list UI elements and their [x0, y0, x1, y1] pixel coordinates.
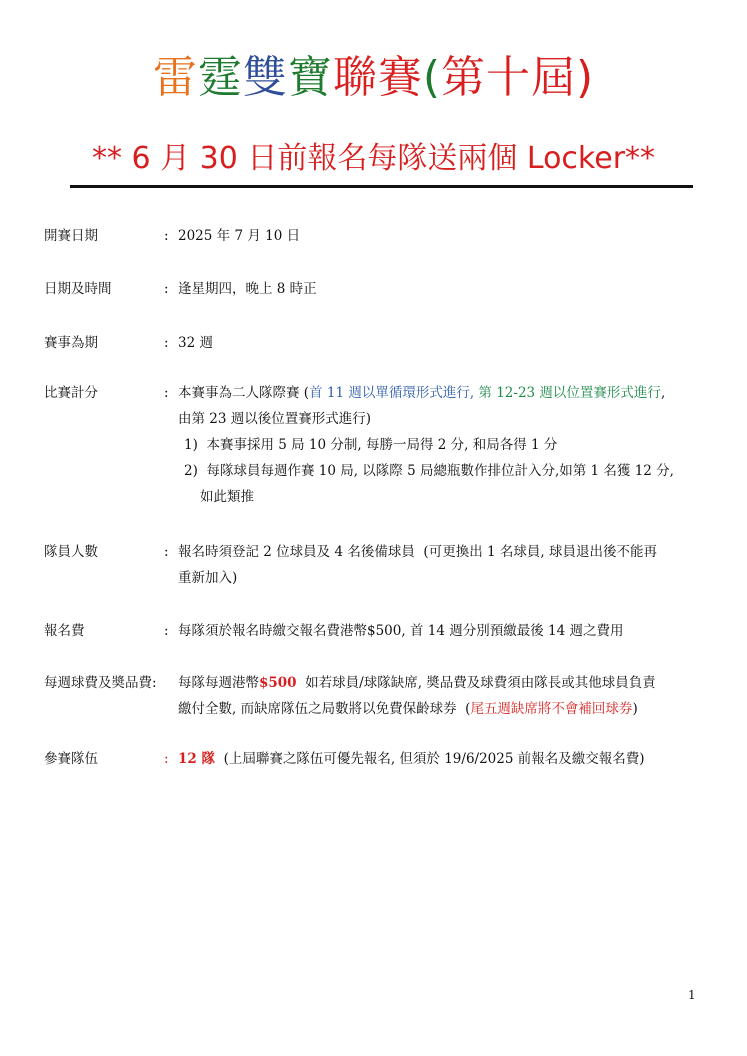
detail-colon: : — [164, 335, 169, 351]
detail-text: 12 隊 — [178, 751, 215, 767]
detail-colon: : — [164, 623, 169, 639]
detail-line — [178, 618, 704, 644]
detail-value — [178, 330, 704, 356]
detail-value — [178, 539, 704, 591]
detail-text: 2) 每隊球員每週作賽 10 局, 以隊際 5 局總瓶數作排位計入分,如第 1 名獲 12 分, — [184, 463, 674, 479]
detail-value — [178, 746, 704, 772]
detail-text: 逢星期四，晚上 8 時正 — [178, 281, 317, 297]
title-part: 賽 — [377, 52, 423, 103]
detail-label: 參賽隊伍 — [44, 751, 98, 767]
detail-text: 2025 年 7 月 10 日 — [178, 228, 301, 244]
detail-label: 隊員人數 — [44, 544, 98, 560]
detail-text: 重新加入) — [178, 570, 238, 586]
title-part: 雷 — [152, 52, 198, 103]
detail-line — [178, 670, 704, 696]
detail-text: 本賽事為二人隊際賽 ( — [178, 385, 310, 401]
document-subtitle: ** 6 月 30 日前報名每隊送兩個 Locker** — [91, 141, 656, 176]
detail-label: 日期及時間 — [44, 281, 112, 297]
detail-line — [178, 406, 704, 432]
title-part: 聯 — [332, 52, 378, 103]
detail-value — [178, 223, 704, 249]
detail-line — [178, 223, 704, 249]
detail-text: 第 12-23 週以位置賽形式進行 — [478, 385, 661, 401]
detail-text: 1) 本賽事採用 5 局 10 分制, 每勝一局得 2 分, 和局各得 1 分 — [184, 437, 558, 453]
detail-text: $500 — [259, 675, 297, 691]
detail-line — [178, 330, 704, 356]
title-divider — [70, 185, 693, 188]
detail-line — [178, 276, 704, 302]
detail-line — [178, 539, 704, 565]
detail-text: 尾五週缺席將不會補回球券 — [470, 701, 633, 717]
title-part: 霆 — [197, 52, 243, 103]
detail-label: 每週球費及奬品費: — [44, 675, 157, 691]
detail-label: 比賽計分 — [44, 385, 98, 401]
detail-value — [178, 276, 704, 302]
detail-text: 報名時須登記 2 位球員及 4 名後備球員 (可更換出 1 名球員, 球員退出後不能再 — [178, 544, 657, 560]
detail-line — [178, 380, 704, 406]
document-title — [0, 48, 747, 108]
detail-colon: : — [164, 751, 169, 767]
detail-colon: : — [164, 544, 169, 560]
detail-line — [178, 432, 704, 458]
detail-text: 如若球員/球隊缺席, 奬品費及球費須由隊長或其他球員負責 — [296, 675, 656, 691]
detail-text: 首 11 週以單循環形式進行, — [309, 385, 475, 401]
detail-text: 每隊每週港幣 — [178, 675, 259, 691]
detail-line — [178, 565, 704, 591]
detail-text: 每隊須於報名時繳交報名費港幣$500, 首 14 週分別預繳最後 14 週之費用 — [178, 623, 624, 639]
page-number: 1 — [688, 988, 696, 1002]
detail-colon: : — [164, 281, 169, 297]
detail-text: ) — [632, 701, 638, 717]
detail-value — [178, 670, 704, 722]
title-part: 寶 — [287, 52, 333, 103]
detail-text: 如此類推 — [200, 489, 254, 505]
title-part: 第十屆) — [441, 52, 595, 103]
detail-text: 32 週 — [178, 335, 213, 351]
detail-label: 賽事為期 — [44, 335, 98, 351]
detail-colon: : — [164, 385, 169, 401]
detail-line — [178, 484, 704, 510]
title-part: ( — [422, 52, 441, 103]
detail-text: 由第 23 週以後位置賽形式進行) — [178, 411, 372, 427]
detail-line — [178, 458, 704, 484]
detail-value — [178, 618, 704, 644]
detail-label: 報名費 — [44, 623, 85, 639]
detail-text: 繳付全數, 而缺席隊伍之局數將以免費保齡球券 ( — [178, 701, 471, 717]
detail-text: (上屆聯賽之隊伍可優先報名, 但須於 19/6/2025 前報名及繳交報名費) — [215, 751, 645, 767]
detail-label: 開賽日期 — [44, 228, 98, 244]
detail-value — [178, 380, 704, 510]
detail-text: , — [660, 385, 666, 401]
detail-line — [178, 696, 704, 722]
detail-line — [178, 746, 704, 772]
detail-colon: : — [164, 228, 169, 244]
title-part: 雙 — [242, 52, 288, 103]
